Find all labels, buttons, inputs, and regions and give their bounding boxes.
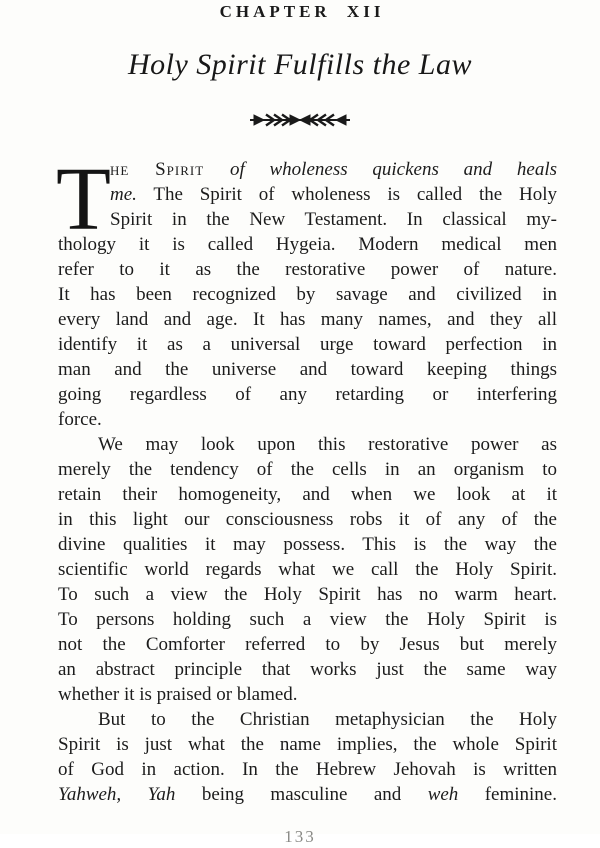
text-line bbox=[58, 457, 557, 482]
text-line bbox=[58, 532, 557, 557]
page-number: 133 bbox=[284, 827, 316, 846]
text-segment: refer to it as the restorative power of nature. bbox=[58, 259, 557, 280]
text-line bbox=[58, 557, 557, 582]
text-line bbox=[110, 157, 557, 182]
text-line bbox=[58, 482, 557, 507]
text-line bbox=[58, 507, 557, 532]
text-segment: To persons holding such a view the Holy Spirit is bbox=[58, 609, 557, 630]
text-segment: identify it as a universal urge toward perfection in bbox=[58, 334, 557, 355]
text-segment: The Spirit of wholeness is called the Holy bbox=[136, 184, 557, 205]
text-segment: Yahweh, bbox=[58, 784, 122, 805]
text-segment: feminine. bbox=[458, 784, 557, 805]
text-line bbox=[58, 657, 557, 682]
text-segment: going regardless of any retarding or interfering bbox=[58, 384, 557, 405]
text-line bbox=[110, 207, 557, 232]
text-segment: every land and age. It has many names, and they all bbox=[58, 309, 557, 330]
text-segment bbox=[121, 784, 147, 805]
text-segment: Spirit in the New Testament. In classical my- bbox=[110, 209, 557, 230]
text-segment: scientific world regards what we call the Holy Spirit. bbox=[58, 559, 557, 580]
text-segment: Yah bbox=[147, 784, 176, 805]
text-segment: retain their homogeneity, and when we look at it bbox=[58, 484, 557, 505]
text-segment: It has been recognized by savage and civilized in bbox=[58, 284, 557, 305]
text-segment: thology it is called Hygeia. Modern medical men bbox=[58, 234, 557, 255]
text-line bbox=[58, 707, 557, 732]
text-line bbox=[58, 782, 557, 807]
text-line bbox=[58, 757, 557, 782]
text-line bbox=[58, 732, 557, 757]
text-line bbox=[58, 332, 557, 357]
text-segment: To such a view the Holy Spirit has no warm heart. bbox=[58, 584, 557, 605]
page-title: Holy Spirit Fulfills the Law bbox=[127, 48, 472, 81]
text-segment: he Spirit bbox=[110, 159, 230, 180]
text-segment: an abstract principle that works just the same way bbox=[58, 659, 557, 680]
text-line bbox=[58, 582, 557, 607]
body-text bbox=[56, 150, 557, 807]
dropcap-letter: T bbox=[56, 150, 111, 249]
text-segment: me. bbox=[110, 184, 137, 205]
text-segment: in this light our consciousness robs it of any of the bbox=[58, 509, 557, 530]
text-segment: of wholeness quickens and heals bbox=[229, 159, 557, 180]
text-segment: not the Comforter referred to by Jesus but merely bbox=[58, 634, 557, 655]
text-line bbox=[58, 632, 557, 657]
text-segment: merely the tendency of the cells in an organism to bbox=[58, 459, 557, 480]
text-segment: force. bbox=[58, 409, 102, 430]
text-segment: of God in action. In the Hebrew Jehovah is written bbox=[58, 759, 557, 780]
text-line bbox=[58, 382, 557, 407]
text-segment: man and the universe and toward keeping things bbox=[58, 359, 557, 380]
text-segment: weh bbox=[427, 784, 459, 805]
text-segment: whether it is praised or blamed. bbox=[58, 684, 298, 705]
text-segment: Spirit is just what the name implies, the whole Spirit bbox=[58, 734, 557, 755]
divider-ornament-icon bbox=[0, 111, 600, 131]
text-line bbox=[58, 307, 557, 332]
text-line bbox=[58, 432, 557, 457]
text-line bbox=[58, 357, 557, 382]
text-segment: divine qualities it may possess. This is the way the bbox=[58, 534, 557, 555]
text-line bbox=[58, 607, 557, 632]
text-line bbox=[110, 182, 557, 207]
chapter-heading: CHAPTER XII bbox=[219, 2, 385, 21]
text-segment: We may look upon this restorative power as bbox=[98, 434, 557, 455]
text-line bbox=[58, 232, 557, 257]
text-line bbox=[58, 407, 557, 432]
text-line bbox=[58, 682, 557, 707]
text-segment: being masculine and bbox=[175, 784, 428, 805]
text-segment: But to the Christian metaphysician the Holy bbox=[98, 709, 557, 730]
text-line bbox=[58, 257, 557, 282]
text-line bbox=[58, 282, 557, 307]
